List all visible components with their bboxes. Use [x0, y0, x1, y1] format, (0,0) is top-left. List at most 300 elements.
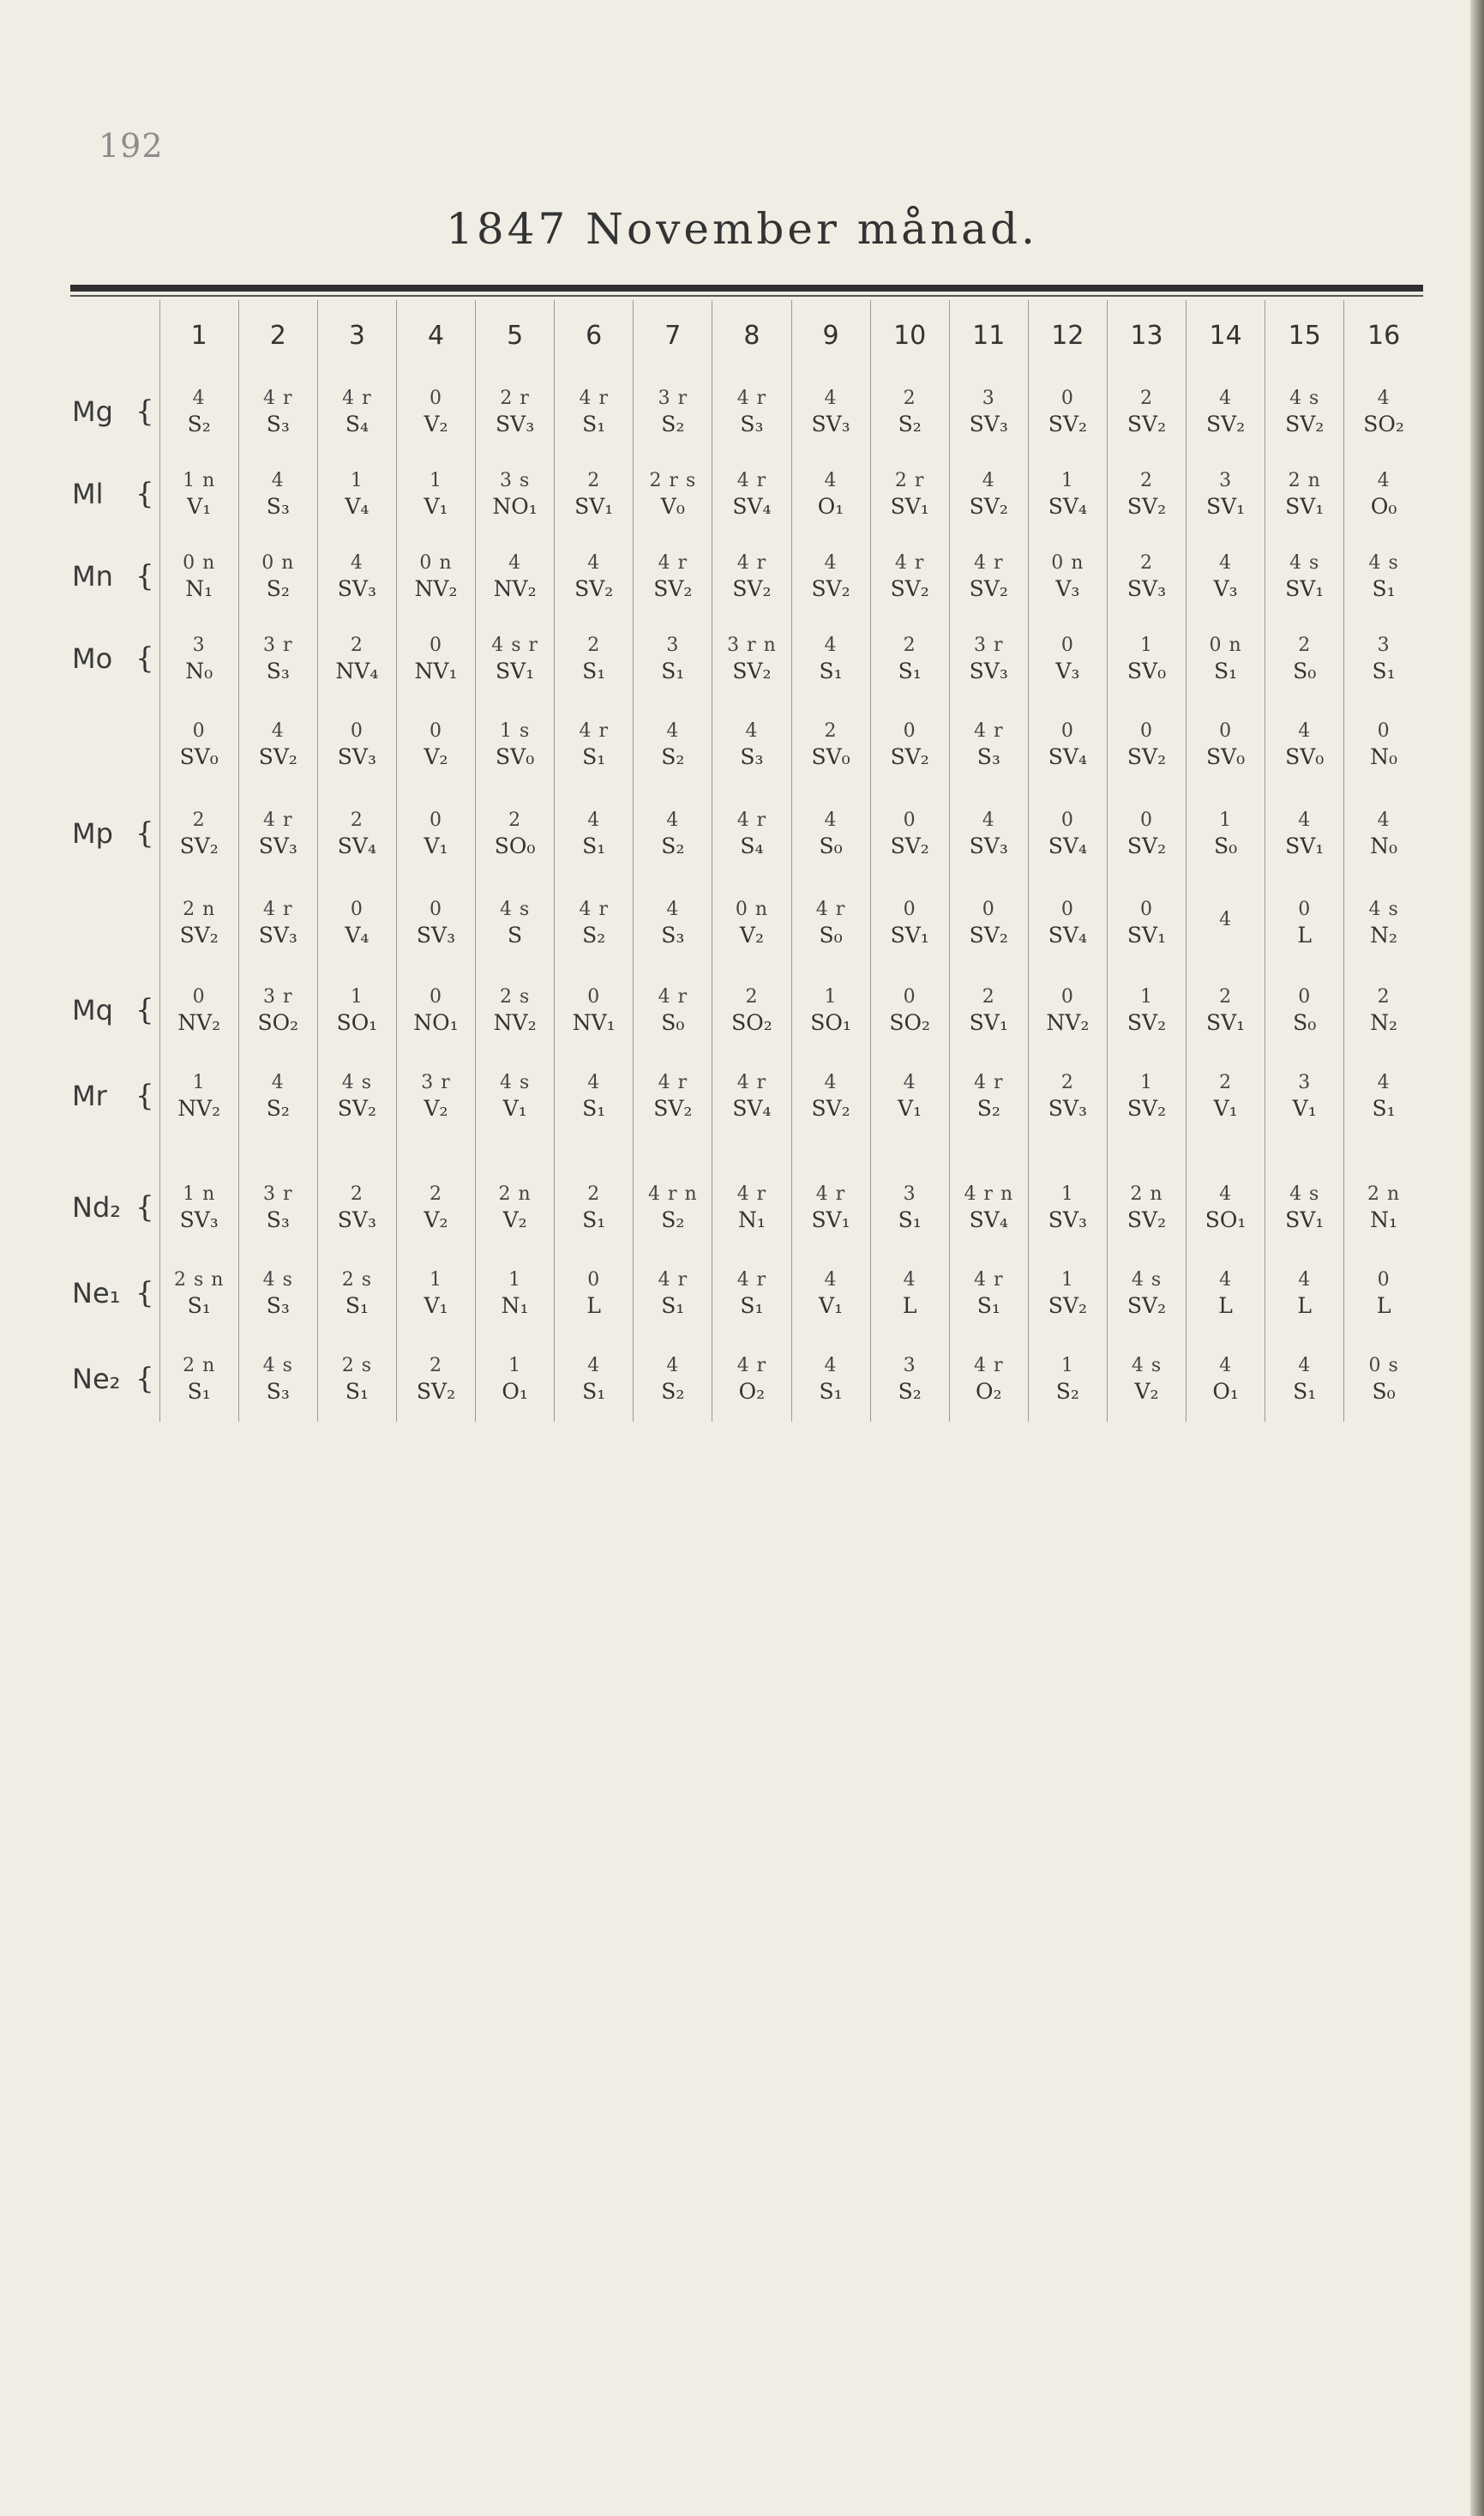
observation-cell [634, 1336, 712, 1422]
wind-value: SV₃ [1048, 1207, 1087, 1232]
observation-cell [949, 700, 1028, 789]
brace-mark: { [135, 477, 154, 511]
cloud-value: 4 [903, 1072, 916, 1093]
cloud-value: 0 n [1051, 552, 1084, 574]
cloud-value: 0 [1219, 720, 1233, 742]
observation-cell [396, 967, 475, 1053]
cloud-value: 4 r [736, 1269, 767, 1291]
cloud-value: 0 [903, 720, 916, 742]
observation-cell [1107, 700, 1186, 789]
wind-value: SV₂ [653, 576, 693, 601]
observation-cell [870, 453, 949, 535]
observation-cell [476, 878, 555, 967]
observation-cell [1344, 1250, 1423, 1336]
cloud-value: 4 s r [491, 635, 539, 656]
wind-value: SV₀ [811, 744, 850, 769]
wind-value: S₂ [898, 412, 922, 436]
cloud-value: 4 [1219, 1183, 1233, 1205]
wind-value: SV₂ [1127, 1293, 1167, 1318]
observation-cell [1344, 370, 1423, 453]
observation-cell [1344, 967, 1423, 1053]
wind-value: NV₂ [177, 1010, 221, 1035]
page-number: 192 [99, 127, 164, 165]
observation-cell [1265, 1336, 1344, 1422]
wind-value: S₄ [345, 412, 369, 436]
cloud-value: 0 [1060, 388, 1074, 409]
wind-value: S₃ [266, 412, 290, 436]
row-label [70, 453, 159, 535]
observation-cell [1028, 1053, 1107, 1139]
top-rule-thin [70, 295, 1423, 297]
observation-cell [870, 1165, 949, 1250]
observation-cell [1265, 789, 1344, 878]
cloud-value: 2 [824, 720, 838, 742]
cloud-value: 2 s n [173, 1269, 225, 1291]
table-row [70, 967, 1423, 1053]
day-header: 3 [317, 300, 396, 370]
table-row [70, 370, 1423, 453]
cloud-value: 4 [1298, 720, 1312, 742]
observation-cell [1265, 967, 1344, 1053]
wind-value: SV₄ [732, 1096, 772, 1121]
observation-cell [870, 1053, 949, 1139]
observation-cell [555, 617, 634, 700]
cloud-value: 4 r [658, 1072, 688, 1093]
wind-value: V₂ [739, 923, 764, 948]
observation-cell [870, 617, 949, 700]
wind-value: V₄ [345, 923, 369, 948]
cloud-value: 3 r [263, 635, 293, 656]
row-label-text: Ne₁ [72, 1277, 121, 1309]
observation-cell [791, 967, 870, 1053]
observation-cell [1107, 1165, 1186, 1250]
wind-value: SV₄ [1048, 744, 1087, 769]
observation-cell [1187, 1165, 1265, 1250]
brace-mark: { [135, 816, 154, 851]
observation-cell [870, 370, 949, 453]
wind-value: S₁ [1214, 659, 1238, 683]
row-label-text: Ml [72, 478, 104, 510]
cloud-value: 2 [745, 986, 759, 1008]
cloud-value: 3 r [974, 635, 1004, 656]
day-header: 5 [476, 300, 555, 370]
cloud-value: 1 [350, 986, 363, 1008]
cloud-value: 2 [1139, 388, 1153, 409]
observation-cell [1028, 617, 1107, 700]
wind-value: S₂ [976, 1096, 1000, 1121]
cloud-value: 4 [1219, 1269, 1233, 1291]
cloud-value: 2 [508, 810, 522, 831]
observation-cell [1344, 789, 1423, 878]
cloud-value: 4 [587, 552, 601, 574]
cloud-value: 1 [1139, 986, 1153, 1008]
observation-cell [870, 1336, 949, 1422]
observation-cell [476, 370, 555, 453]
observation-cell [159, 1336, 238, 1422]
cloud-value: 4 [1377, 470, 1391, 491]
observation-cell [1187, 967, 1265, 1053]
cloud-value: 4 r [974, 552, 1004, 574]
observation-cell [555, 967, 634, 1053]
observation-cell [1028, 1250, 1107, 1336]
cloud-value: 4 r [736, 1072, 767, 1093]
cloud-value: 0 [1060, 899, 1074, 920]
observation-cell [1107, 535, 1186, 617]
cloud-value: 4 [1219, 1355, 1233, 1376]
cloud-value: 2 [430, 1355, 442, 1376]
wind-value: SV₃ [337, 576, 376, 601]
wind-value: SV₂ [1206, 412, 1246, 436]
day-header: 15 [1265, 300, 1344, 370]
wind-value: S₃ [661, 923, 685, 948]
observation-cell [1344, 453, 1423, 535]
cloud-value: 4 [587, 1355, 601, 1376]
brace-mark: { [135, 394, 154, 429]
wind-value: V₁ [187, 494, 212, 519]
observation-cell [712, 617, 791, 700]
wind-value: NV₁ [414, 659, 458, 683]
observation-cell [476, 1165, 555, 1250]
cloud-value: 4 [824, 1269, 838, 1291]
cloud-value: 3 r n [727, 635, 777, 656]
cloud-value: 4 r [736, 388, 767, 409]
cloud-value: 2 [1060, 1072, 1074, 1093]
observation-cell [870, 700, 949, 789]
observation-cell [317, 617, 396, 700]
observation-cell [159, 878, 238, 967]
day-header: 2 [238, 300, 317, 370]
wind-value: N₀ [1370, 744, 1398, 769]
cloud-value: 3 r [421, 1072, 451, 1093]
observation-cell [396, 617, 475, 700]
wind-value: S₁ [661, 1293, 685, 1318]
row-label-text: Mr [72, 1080, 107, 1112]
wind-value: NV₁ [572, 1010, 616, 1035]
observation-cell [1265, 535, 1344, 617]
cloud-value: 2 r [500, 388, 530, 409]
observation-cell [1344, 1165, 1423, 1250]
wind-value: SV₂ [890, 834, 929, 858]
wind-value: SV₁ [1206, 1010, 1246, 1035]
observation-cell [1028, 878, 1107, 967]
observation-cell [238, 1250, 317, 1336]
cloud-value: 1 [1139, 1072, 1153, 1093]
wind-value: S₀ [819, 923, 843, 948]
cloud-value: 0 [430, 635, 442, 656]
observation-cell [238, 453, 317, 535]
cloud-value: 0 [1377, 1269, 1391, 1291]
wind-value: SV₃ [337, 1207, 376, 1232]
observation-cell [1028, 967, 1107, 1053]
wind-value: V₁ [424, 1293, 448, 1318]
observation-cell [870, 535, 949, 617]
cloud-value: 4 r [263, 899, 293, 920]
wind-value: O₁ [817, 494, 844, 519]
cloud-value: 2 [430, 1183, 442, 1205]
wind-value: S₃ [740, 744, 764, 769]
observation-cell [1187, 617, 1265, 700]
wind-value: S₁ [582, 1096, 606, 1121]
observation-cell [1265, 453, 1344, 535]
observation-cell [1187, 535, 1265, 617]
observation-cell [555, 1250, 634, 1336]
wind-value: V₃ [1213, 576, 1238, 601]
cloud-value: 4 r [974, 720, 1004, 742]
observation-cell [1344, 1053, 1423, 1139]
wind-value: SO₂ [257, 1010, 299, 1035]
cloud-value: 2 [1219, 1072, 1233, 1093]
observation-cell [1028, 370, 1107, 453]
observation-cell [791, 878, 870, 967]
cloud-value: 0 [903, 986, 916, 1008]
observation-cell [159, 617, 238, 700]
observation-cell [949, 370, 1028, 453]
observation-cell [949, 617, 1028, 700]
observation-cell [1107, 453, 1186, 535]
cloud-value: 4 [587, 1072, 601, 1093]
cloud-value: 0 s [1368, 1355, 1399, 1376]
observation-cell [396, 1053, 475, 1139]
cloud-value: 2 n [183, 899, 216, 920]
wind-value: S₃ [740, 412, 764, 436]
wind-value: NO₁ [413, 1010, 459, 1035]
cloud-value: 4 r [894, 552, 925, 574]
cloud-value: 4 [1377, 810, 1391, 831]
row-label [70, 1165, 159, 1250]
wind-value: SV₂ [1127, 412, 1167, 436]
table-row [70, 1053, 1423, 1139]
day-header-row [70, 300, 1423, 370]
wind-value: L [1376, 1293, 1391, 1318]
row-label-text: Mq [72, 994, 113, 1026]
wind-value: S₁ [1372, 659, 1396, 683]
wind-value: S₂ [582, 923, 606, 948]
row-label-text: Ne₂ [72, 1363, 121, 1395]
wind-value: SV₂ [653, 1096, 693, 1121]
observation-cell [396, 370, 475, 453]
wind-value: V₁ [1292, 1096, 1317, 1121]
wind-value: SV₁ [1285, 576, 1325, 601]
wind-value: SV₂ [1127, 744, 1167, 769]
wind-value: SV₂ [574, 576, 614, 601]
wind-value: V₁ [502, 1096, 527, 1121]
row-label [70, 967, 159, 1053]
wind-value: SV₂ [337, 1096, 376, 1121]
observation-cell [791, 535, 870, 617]
wind-value: S₀ [1293, 1010, 1317, 1035]
cloud-value: 2 s [341, 1355, 373, 1376]
observation-cell [634, 535, 712, 617]
observation-cell [1344, 878, 1423, 967]
day-header: 11 [949, 300, 1028, 370]
observation-cell [317, 370, 396, 453]
cloud-value: 0 [587, 1269, 601, 1291]
brace-mark: { [135, 993, 154, 1027]
wind-value: N₂ [1370, 1010, 1398, 1035]
cloud-value: 1 [1139, 635, 1153, 656]
cloud-value: 0 n [735, 899, 769, 920]
observation-cell [1265, 700, 1344, 789]
cloud-value: 4 [271, 470, 285, 491]
observation-cell [317, 453, 396, 535]
observation-cell [634, 617, 712, 700]
observation-cell [476, 967, 555, 1053]
wind-value: V₀ [660, 494, 685, 519]
wind-value: SO₀ [494, 834, 536, 858]
wind-value: S₃ [976, 744, 1000, 769]
wind-value: S₁ [345, 1379, 369, 1404]
wind-value: SV₄ [732, 494, 772, 519]
wind-value: SV₁ [969, 1010, 1008, 1035]
cloud-value: 3 r [263, 986, 293, 1008]
cloud-value: 4 [192, 388, 206, 409]
observation-cell [317, 789, 396, 878]
cloud-value: 4 r [974, 1269, 1004, 1291]
observation-cell [476, 453, 555, 535]
cloud-value: 2 [587, 1183, 601, 1205]
observation-cell [949, 789, 1028, 878]
cloud-value: 0 [903, 810, 916, 831]
observation-cell [555, 1336, 634, 1422]
table-row [70, 700, 1423, 789]
wind-value: L [902, 1293, 917, 1318]
wind-value: SV₃ [1127, 576, 1167, 601]
wind-value: S₃ [266, 1379, 290, 1404]
wind-value: V₁ [1213, 1096, 1238, 1121]
observation-cell [238, 617, 317, 700]
row-label [70, 789, 159, 878]
cloud-value: 4 [350, 552, 363, 574]
observation-cell [1265, 878, 1344, 967]
observation-cell [712, 1053, 791, 1139]
wind-value: SV₃ [811, 412, 850, 436]
cloud-value: 0 [1139, 810, 1153, 831]
cloud-value: 1 n [183, 1183, 216, 1205]
cloud-value: 4 [1377, 1072, 1391, 1093]
observation-cell [396, 700, 475, 789]
cloud-value: 0 [1298, 899, 1312, 920]
observation-cell [712, 967, 791, 1053]
observation-cell [555, 370, 634, 453]
wind-value: O₂ [738, 1379, 766, 1404]
cloud-value: 4 r [974, 1072, 1004, 1093]
weather-observation-table [70, 300, 1423, 1422]
observation-cell [396, 878, 475, 967]
observation-cell [712, 1336, 791, 1422]
observation-cell [791, 617, 870, 700]
wind-value: SV₂ [890, 576, 929, 601]
observation-cell [791, 1336, 870, 1422]
cloud-value: 4 r [736, 470, 767, 491]
wind-value: N₂ [1370, 923, 1398, 948]
observation-cell [1265, 1165, 1344, 1250]
cloud-value: 3 [666, 635, 680, 656]
wind-value: S₁ [582, 1207, 606, 1232]
observation-cell [949, 967, 1028, 1053]
observation-cell [712, 535, 791, 617]
wind-value: SO₁ [1205, 1207, 1247, 1232]
cloud-value: 4 r [736, 552, 767, 574]
observation-cell [317, 1165, 396, 1250]
observation-cell [949, 1165, 1028, 1250]
wind-value: L [1297, 923, 1313, 948]
wind-value: SO₂ [1363, 412, 1404, 436]
cloud-value: 0 [1060, 635, 1074, 656]
wind-value: SV₁ [1127, 923, 1167, 948]
observation-cell [476, 700, 555, 789]
observation-cell [949, 1336, 1028, 1422]
wind-value: S₃ [266, 1293, 290, 1318]
cloud-value: 3 [903, 1355, 916, 1376]
wind-value: S₁ [1293, 1379, 1317, 1404]
wind-value: SV₃ [1048, 1096, 1087, 1121]
wind-value: S₀ [1293, 659, 1317, 683]
cloud-value: 0 n [261, 552, 295, 574]
observation-cell [159, 1053, 238, 1139]
cloud-value: 4 [1298, 1269, 1312, 1291]
cloud-value: 4 s [1289, 1183, 1320, 1205]
wind-value: SV₂ [811, 576, 850, 601]
day-header: 4 [396, 300, 475, 370]
cloud-value: 1 [350, 470, 363, 491]
wind-value: SV₂ [890, 744, 929, 769]
observation-cell [159, 1250, 238, 1336]
row-label [70, 617, 159, 700]
observation-cell [1107, 878, 1186, 967]
observation-cell [159, 370, 238, 453]
cloud-value: 0 [430, 720, 442, 742]
observation-cell [1107, 1053, 1186, 1139]
cloud-value: 2 r [894, 470, 925, 491]
row-label [70, 370, 159, 453]
cloud-value: 1 [1219, 810, 1233, 831]
cloud-value: 2 [1377, 986, 1391, 1008]
observation-cell [238, 878, 317, 967]
row-label [70, 1250, 159, 1336]
cloud-value: 4 r [342, 388, 372, 409]
table-row [70, 1250, 1423, 1336]
observation-cell [949, 1053, 1028, 1139]
table-row [70, 617, 1423, 700]
cloud-value: 1 n [183, 470, 216, 491]
cloud-value: 0 [430, 810, 442, 831]
observation-cell [1344, 617, 1423, 700]
wind-value: V₂ [424, 412, 448, 436]
observation-cell [317, 1053, 396, 1139]
cloud-value: 2 s [341, 1269, 373, 1291]
wind-value: NO₁ [492, 494, 538, 519]
wind-value: SV₁ [811, 1207, 850, 1232]
cloud-value: 2 [1219, 986, 1233, 1008]
wind-value: SV₁ [574, 494, 614, 519]
cloud-value: 0 [430, 388, 442, 409]
day-header: 9 [791, 300, 870, 370]
cloud-value: 2 [903, 635, 916, 656]
wind-value: V₃ [1055, 576, 1080, 601]
wind-value: V₂ [424, 1207, 448, 1232]
cloud-value: 2 [587, 635, 601, 656]
observation-cell [159, 535, 238, 617]
observation-cell [238, 1336, 317, 1422]
wind-value: N₁ [737, 1207, 766, 1232]
wind-value: S₁ [740, 1293, 764, 1318]
cloud-value: 4 s [262, 1355, 293, 1376]
observation-cell [712, 789, 791, 878]
observation-cell [949, 535, 1028, 617]
wind-value: S₂ [661, 1207, 685, 1232]
cloud-value: 0 [1060, 810, 1074, 831]
wind-value: S₁ [661, 659, 685, 683]
